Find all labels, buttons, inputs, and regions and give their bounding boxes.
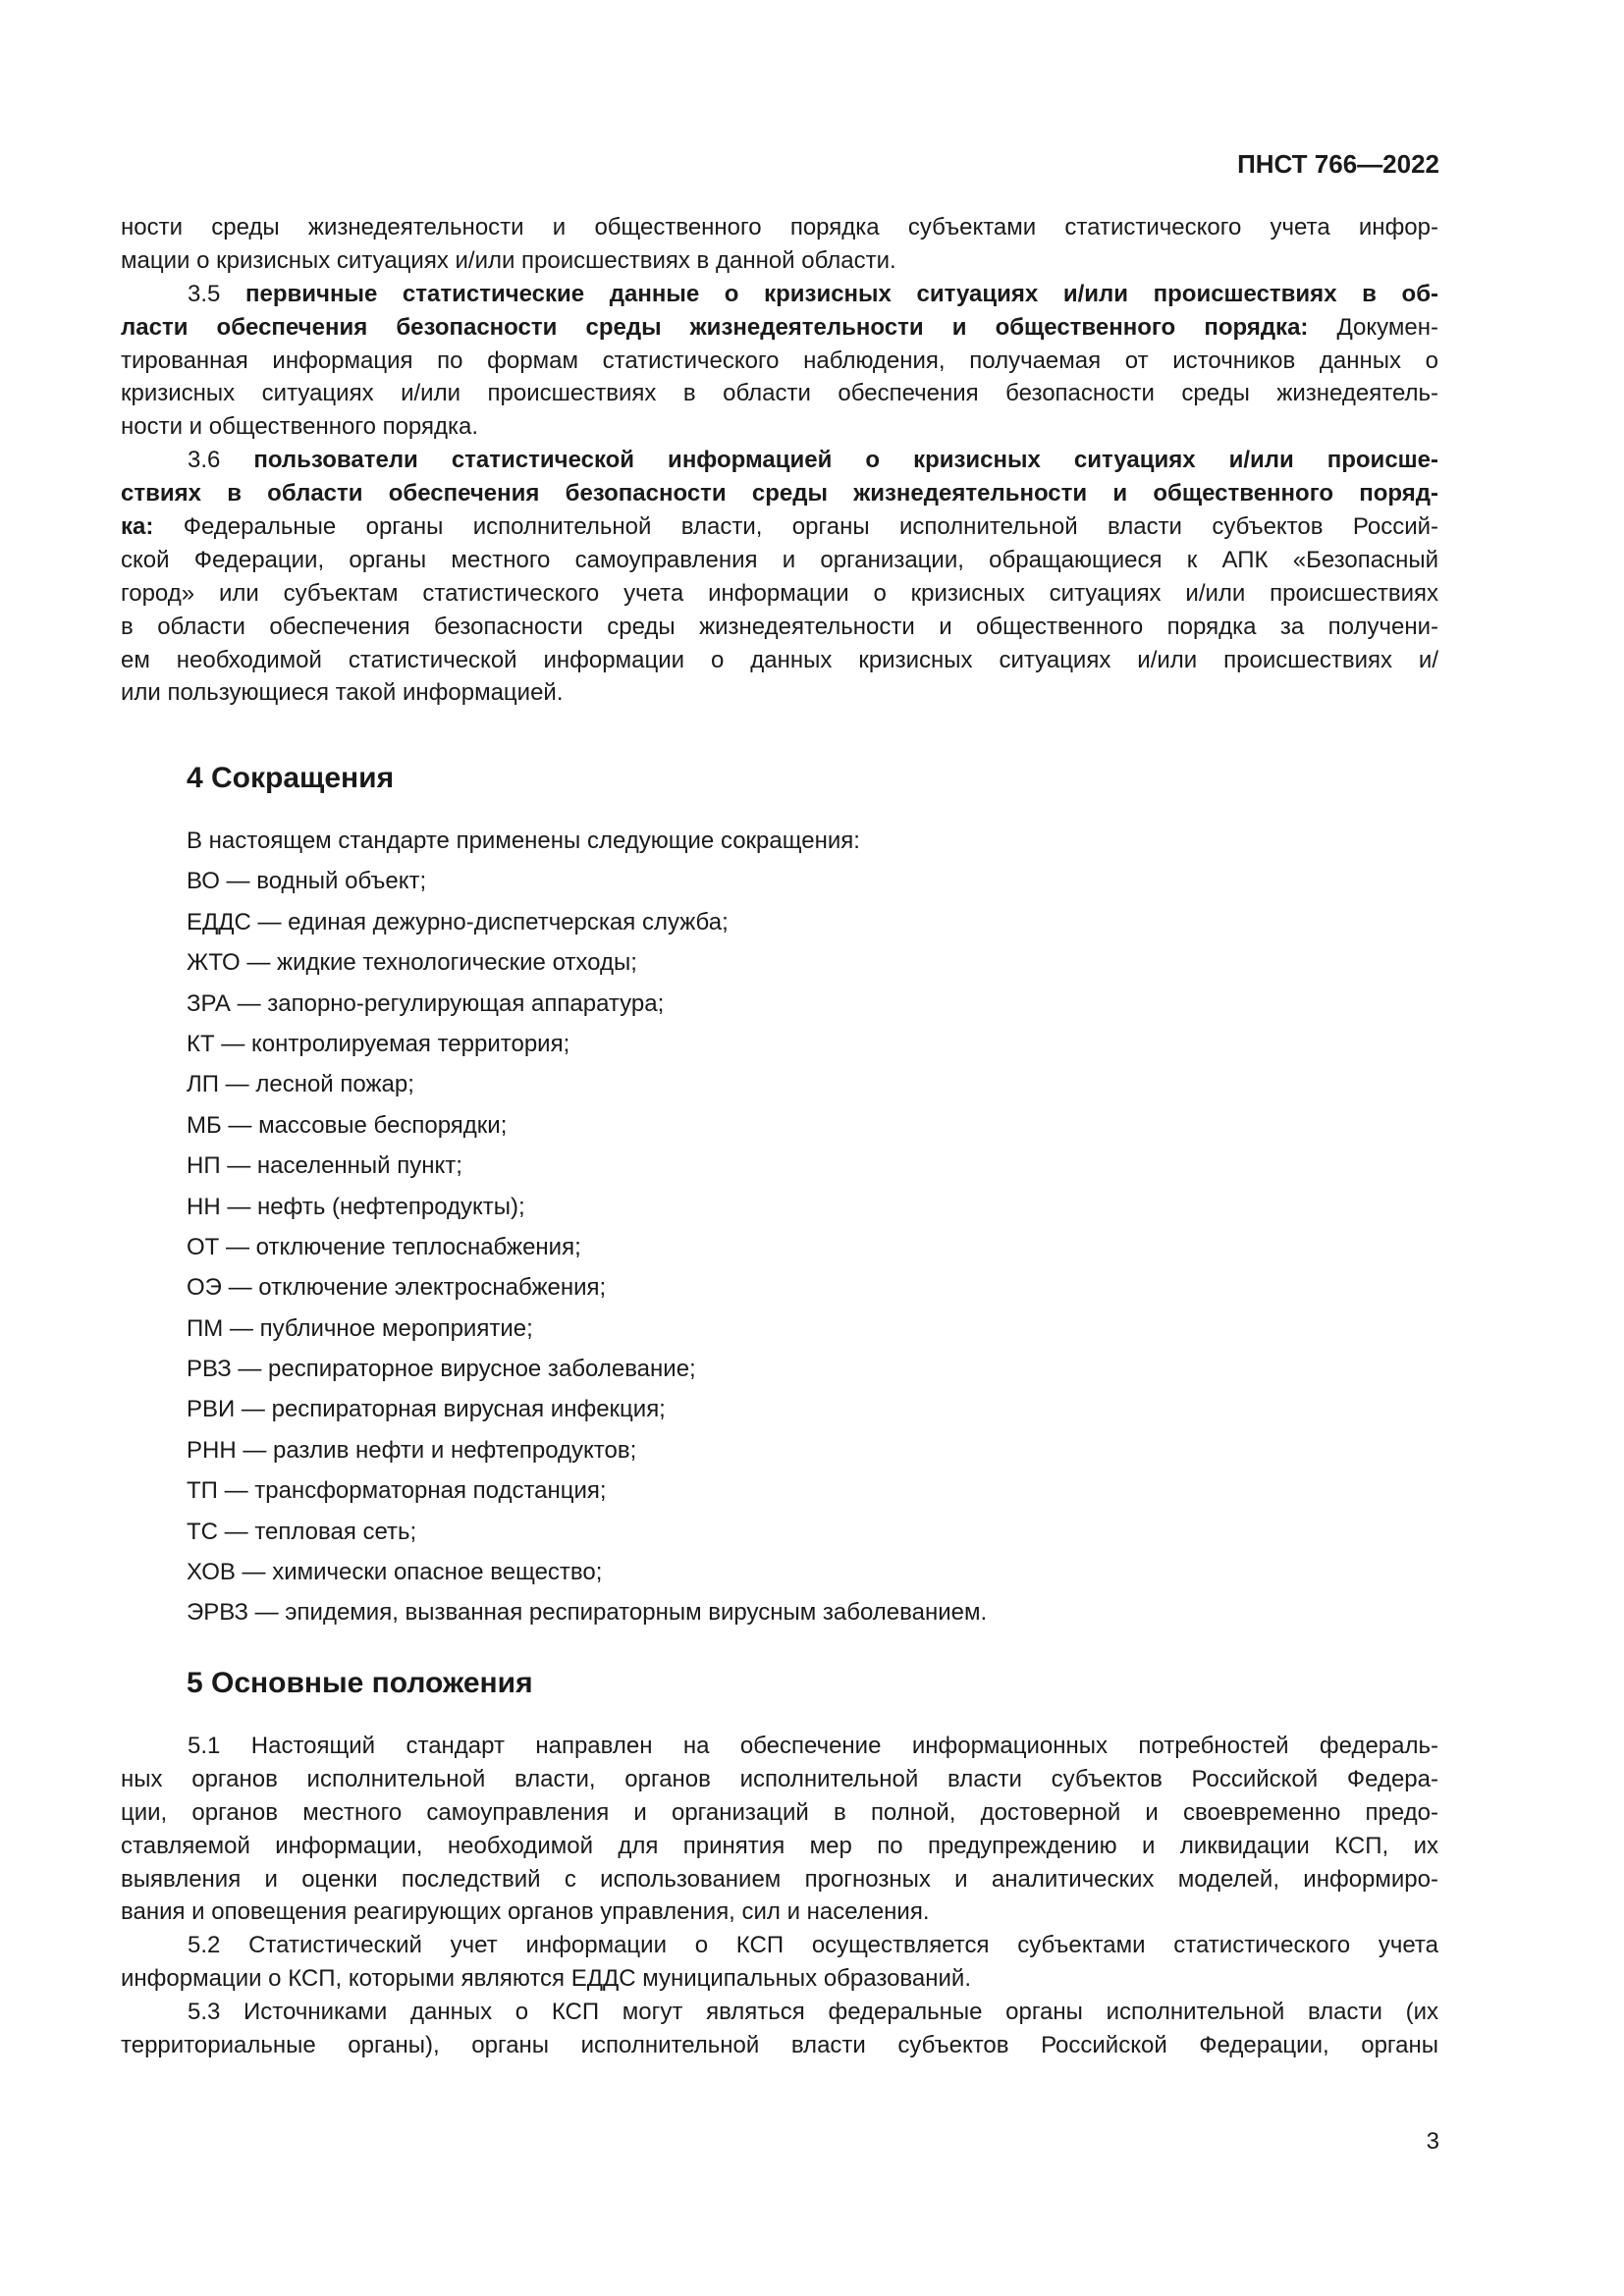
paragraph: [121, 1929, 1438, 1996]
paragraph: [121, 1996, 1438, 2062]
abbreviation-item: ЕДДС — единая дежурно-диспетчерская служба;: [187, 908, 729, 935]
text-line: [121, 1830, 1438, 1863]
abbreviation-item: ОЭ — отключение электроснабжения;: [187, 1274, 607, 1302]
text-line: [121, 477, 1438, 510]
text-line: [121, 377, 1438, 410]
term-bold: пользователи статистической информацией о кризисных ситуациях и/или происше-: [253, 447, 1439, 474]
text-line: [121, 1863, 1438, 1896]
text-span: мации о кризисных ситуациях и/или происшествиях в данной области.: [121, 246, 896, 274]
abbreviation-item: НН — нефть (нефтепродукты);: [187, 1193, 525, 1220]
term-bold: ласти обеспечения безопасности среды жизнедеятельности и общественного порядка:: [121, 313, 1309, 341]
page-number: 3: [1426, 2128, 1439, 2155]
text-line: [121, 1796, 1438, 1830]
abbreviation-item: ЗРА — запорно-регулирующая аппаратура;: [187, 989, 665, 1017]
text-line: [121, 1962, 1438, 1996]
abbreviations-intro: В настоящем стандарте применены следующие сокращения:: [187, 828, 860, 854]
paragraph: [121, 444, 1438, 710]
abbreviation-item: ВО — водный объект;: [187, 868, 427, 895]
text-span: информации о КСП, которыми являются ЕДДС муниципальных образований.: [121, 1965, 971, 1993]
text-line: [121, 278, 1438, 311]
text-span: ской Федерации, органы местного самоуправления и организации, обращающиеся к АПК «Безопасный: [121, 546, 1438, 573]
abbreviation-item: ПМ — публичное мероприятие;: [187, 1314, 533, 1342]
paragraph: [121, 278, 1438, 444]
term-bold: ка:: [121, 513, 154, 541]
abbreviation-item: ХОВ — химически опасное вещество;: [187, 1559, 603, 1586]
text-line: [121, 676, 1438, 710]
abbreviation-item: РВИ — респираторная вирусная инфекция;: [187, 1396, 666, 1423]
abbreviation-item: НП — населенный пункт;: [187, 1152, 462, 1180]
section-4-heading: 4 Сокращения: [187, 762, 395, 794]
text-line: [121, 611, 1438, 644]
text-span: ставляемой информации, необходимой для принятия мер по предупреждению и ликвидации КСП, их: [121, 1832, 1438, 1859]
text-span: вания и оповещения реагирующих органов управления, сил и населения.: [121, 1898, 930, 1926]
text-span: ции, органов местного самоуправления и организаций в полной, достоверной и своевременно предо-: [121, 1798, 1438, 1826]
text-span: 3.6: [188, 447, 254, 474]
text-line: [121, 444, 1438, 477]
abbreviation-item: ЖТО — жидкие технологические отходы;: [187, 949, 637, 977]
text-line: [121, 2029, 1438, 2062]
text-line: [121, 1763, 1438, 1796]
text-line: [121, 311, 1438, 345]
term-bold: первичные статистические данные о кризисных ситуациях и/или происшествиях в об-: [245, 280, 1439, 307]
term-bold: ствиях в области обеспечения безопасности среды жизнедеятельности и общественного поряд-: [121, 480, 1438, 507]
text-span: в области обеспечения безопасности среды жизнедеятельности и общественного порядка за получени-: [121, 613, 1438, 640]
abbreviation-item: РНН — разлив нефти и нефтепродуктов;: [187, 1436, 637, 1464]
text-span: тированная информация по формам статистического наблюдения, получаемая от источников данных о: [121, 347, 1438, 374]
abbreviation-item: РВЗ — респираторное вирусное заболевание;: [187, 1356, 696, 1383]
text-line: [121, 544, 1438, 577]
text-span: 3.5: [188, 280, 245, 307]
text-span: ем необходимой статистической информации о данных кризисных ситуациях и/или происшествиях и/: [121, 646, 1438, 673]
text-span: 5.2 Статистический учет информации о КСП осуществляется субъектами статистического учета: [188, 1932, 1438, 1959]
text-span: или пользующиеся такой информацией.: [121, 679, 564, 707]
abbreviation-item: ЭРВЗ — эпидемия, вызванная респираторным вирусным заболеванием.: [187, 1599, 988, 1627]
text-line: [121, 1896, 1438, 1929]
text-span: Федеральные органы исполнительной власти, органы исполнительной власти субъектов Россий-: [153, 513, 1438, 541]
text-span: ности и общественного порядка.: [121, 413, 479, 441]
text-span: ности среды жизнедеятельности и общественного порядка субъектами статистического учета инфор-: [121, 214, 1438, 240]
abbreviation-item: МБ — массовые беспорядки;: [187, 1111, 508, 1139]
text-line: [121, 644, 1438, 677]
text-span: 5.3 Источниками данных о КСП могут являться федеральные органы исполнительной власти (их: [188, 1999, 1438, 2026]
text-span: территориальные органы), органы исполнительной власти субъектов Российской Федерации, органы: [121, 2032, 1438, 2059]
text-line: [121, 510, 1438, 544]
abbreviation-item: ТП — трансформаторная подстанция;: [187, 1477, 607, 1505]
abbreviations-list: [187, 821, 988, 1627]
text-line: [121, 410, 1438, 444]
abbreviation-item: ЛП — лесной пожар;: [187, 1071, 414, 1098]
section-5-heading: 5 Основные положения: [187, 1667, 533, 1699]
text-span: кризисных ситуациях и/или происшествиях в области обеспечения безопасности среды жизнедеятель-: [121, 380, 1438, 407]
text-span: город» или субъектам статистического учета информации о кризисных ситуациях и/или происшествиях: [121, 579, 1438, 607]
definitions-text: [121, 211, 1438, 710]
text-line: [121, 1929, 1438, 1962]
text-line: [121, 1996, 1438, 2029]
abbreviation-item: ОТ — отключение теплоснабжения;: [187, 1233, 581, 1260]
text-line: [121, 211, 1438, 244]
text-span: выявления и оценки последствий с использованием прогнозных и аналитических моделей, информиро-: [121, 1865, 1438, 1893]
text-line: [121, 1730, 1438, 1763]
paragraph: [121, 1730, 1438, 1929]
text-line: [121, 345, 1438, 378]
text-span: ных органов исполнительной власти, органов исполнительной власти субъектов Российской Федера-: [121, 1765, 1438, 1792]
abbreviation-item: ТС — тепловая сеть;: [187, 1518, 417, 1545]
abbreviation-item: КТ — контролируемая территория;: [187, 1030, 570, 1057]
document-id-header: ПНСТ 766—2022: [1237, 149, 1439, 179]
text-line: [121, 244, 1438, 278]
text-span: 5.1 Настоящий стандарт направлен на обеспечение информационных потребностей федераль-: [188, 1733, 1438, 1759]
section-5-text: [121, 1730, 1438, 2062]
text-span: Докумен-: [1308, 313, 1438, 341]
text-line: [121, 577, 1438, 611]
paragraph: [121, 211, 1438, 278]
